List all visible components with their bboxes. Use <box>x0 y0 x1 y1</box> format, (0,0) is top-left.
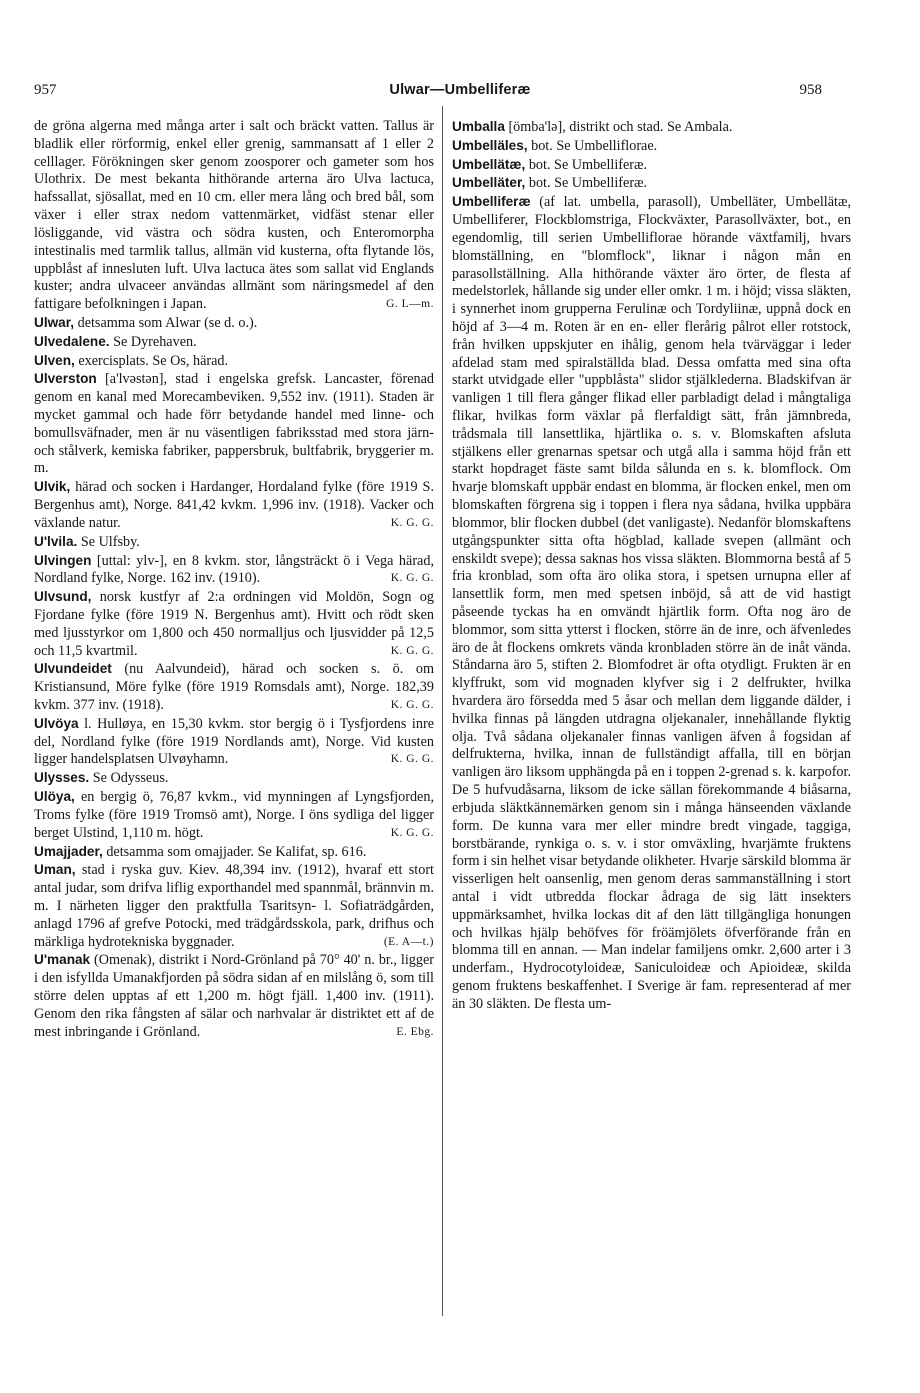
dictionary-entry <box>34 478 434 532</box>
entry-headword: Uman, <box>34 862 76 878</box>
entry-text: l. Hulløya, en 15,30 kvkm. stor bergig ö i Tysfjordens inre del, Nordland fylke (före 1919 Nordlands amt), Norge. Vid kusten ligger handelsplatsen Ulvøyhamn. <box>34 715 434 768</box>
entry-headword: Umbelläter, <box>452 175 526 191</box>
dictionary-entry <box>452 118 851 137</box>
author-signature: K. G. G. <box>390 644 434 657</box>
entry-text: stad i ryska guv. Kiev. 48,394 inv. (1912), hvaraf ett stort antal judar, som drifva liflig exporthandel med spannmål, brännvin m. m. I närheten ligger den praktfulla Tsaritsyn- l. Sofiaträdgården, anlagd 1796 af grefve Potocki, med trädgårdsskola, park, drifhus och märkliga hydrotekniska byggnader. <box>34 862 434 950</box>
entry-headword: Umajjader, <box>34 843 103 859</box>
entry-headword: Ulverston <box>34 371 97 387</box>
left-column <box>34 118 434 1041</box>
entry-text: Se Dyrehaven. <box>109 333 197 350</box>
entry-headword: Ulvedalene. <box>34 333 110 349</box>
dictionary-entry <box>452 193 851 1013</box>
entry-text: detsamma som omajjader. Se Kalifat, sp. 616. <box>102 843 367 860</box>
right-column <box>452 118 851 1014</box>
dictionary-entry <box>34 314 434 333</box>
entry-text: bot. Se Umbelliflorae. <box>527 137 658 154</box>
dictionary-entry <box>34 370 434 478</box>
entry-text: bot. Se Umbelliferæ. <box>525 175 648 192</box>
column-divider <box>442 106 443 1316</box>
entry-text: Se Odysseus. <box>89 770 169 787</box>
entry-headword: Ulvik, <box>34 479 71 495</box>
dictionary-entry <box>34 552 434 589</box>
entry-text: [ömba'lə], distrikt och stad. Se Ambala. <box>504 119 733 135</box>
entry-text: detsamma som Alwar (se d. o.). <box>74 314 258 331</box>
dictionary-entry <box>34 588 434 660</box>
entry-text: [uttal: ylv-], en 8 kvkm. stor, långsträckt ö i Vega härad, Nordland fylke, Norge. 162 inv. (1910). <box>34 552 434 587</box>
entry-headword: Ulvöya <box>34 715 79 731</box>
author-signature: E. Ebg. <box>396 1025 434 1038</box>
dictionary-entry <box>34 951 434 1041</box>
dictionary-entry <box>34 118 434 314</box>
author-signature: K. G. G. <box>390 699 434 711</box>
entry-text: en bergig ö, 76,87 kvkm., vid mynningen af Lyngsfjorden, Troms fylke (före 1919 Tromsö amt), Norge. I öns sydliga del ligger berget Ulstind, 1,110 m. högt. <box>34 789 434 841</box>
dictionary-entry <box>34 861 434 951</box>
author-signature: (E. A—t.) <box>383 935 434 948</box>
entry-text: Se Ulfsby. <box>77 533 140 550</box>
page-number-left: 957 <box>34 82 57 98</box>
dictionary-entry <box>34 788 434 842</box>
dictionary-entry <box>34 715 434 769</box>
dictionary-entry <box>452 137 851 156</box>
entry-text: de gröna algerna med många arter i salt och bräckt vatten. Tallus är bladlik eller rörformig, enkel eller grenig, sammansatt af 1 eller 2 celllager. Förökningen sker genom zoosporer och gameter som hos Ulothrix. De mest bekanta hithörande arterna äro Ulva lactuca, hafssallat, sjösallat, med en 10 cm. eller mera lång och bred bål, som växer i eller strax nedom vattenmärket, vidfäst stenar eller lösliggande, vid västra och södra kusten, och Enteromorpha intestinalis med tarmlik tallus, allmän vid kusterna, ofta flytande lös, uppblåst af innesluten luft. Ulva lactuca ätes som sallat vid Englands kuster; andra ulvaceer användas allmänt som näringsmedel af den fattigare befolkningen i Japan. <box>34 118 434 313</box>
entry-headword: Umbellätæ, <box>452 156 526 172</box>
dictionary-entry <box>34 533 434 552</box>
author-signature: G. L—m. <box>386 298 434 311</box>
entry-text: härad och socken i Hardanger, Hordaland fylke (före 1919 S. Bergenhus amt), Norge. 841,42 kvkm. 1,996 inv. (1918). Vacker och växlande natur. <box>34 479 434 531</box>
dictionary-entry <box>34 333 434 352</box>
dictionary-entry <box>34 769 434 788</box>
author-signature: K. G. G. <box>390 753 434 766</box>
author-signature: K. G. G. <box>390 826 434 839</box>
entry-headword: Ulvsund, <box>34 589 92 605</box>
entry-text: (nu Aalvundeid), härad och socken s. ö. om Kristiansund, Möre fylke (före 1919 Romsdals amt), Norge. 182,39 kvkm. 377 inv. (1918). <box>34 661 434 713</box>
entry-headword: Umbelliferæ <box>452 194 531 210</box>
page-number-right: 958 <box>799 82 822 98</box>
author-signature: K. G. G. <box>390 572 434 585</box>
entry-headword: Ulöya, <box>34 789 75 805</box>
entry-text: bot. Se Umbelliferæ. <box>525 156 648 173</box>
entry-headword: Umbelläles, <box>452 137 528 153</box>
entry-headword: U'lvila. <box>34 533 78 549</box>
dictionary-entry <box>34 352 434 371</box>
entry-headword: Ulysses. <box>34 770 90 786</box>
entry-headword: Ulvundeidet <box>34 661 112 677</box>
entry-headword: Ulven, <box>34 352 75 368</box>
entry-text: (Omenak), distrikt i Nord-Grönland på 70° 40' n. br., ligger i den isfyllda Umanakfjorden på södra sidan af en milslång ö, som till större delen upptas af ett 1,200 m. högt fjäll. 1,400 inv. (1911). Genom den rika fångsten af sälar och narhvalar är distriktet ett af de mest inbringande i Grönland. <box>34 952 434 1040</box>
dictionary-entry <box>452 174 851 193</box>
entry-text: norsk kustfyr af 2:a ordningen vid Moldön, Sogn og Fjordane fylke (före 1919 N. Bergenhus amt). Hvitt och rödt sken med ljusstyrkor om 1,800 och 450 normalljus och ljusvidder på 12,5 och 11,5 kvartmil. <box>34 589 434 659</box>
dictionary-entry <box>34 843 434 862</box>
entry-headword: U'manak <box>34 952 91 968</box>
entry-text: exercisplats. Se Os, härad. <box>74 352 229 369</box>
dictionary-entry <box>452 156 851 175</box>
entry-text: [a'lvəstən], stad i engelska grefsk. Lancaster, förenad genom en kanal med Morecambeviken. 9,552 inv. (1911). Staden är mycket gammal och hade förr betydande handel med linne- och bomullsväfnader, men är nu väsentligen fabriksstad med stora järn- och stålverk, kemiska fabriker, pappersbruk, bultfabrik, bryggerier m. m. <box>34 371 434 477</box>
entry-headword: Umballa <box>452 119 505 134</box>
running-head: Ulwar—Umbelliferæ <box>389 82 531 98</box>
entry-headword: Ulwar, <box>34 314 75 330</box>
author-signature: K. G. G. <box>390 516 434 529</box>
entry-text: (af lat. umbella, parasoll), Umbelläter, Umbellätæ, Umbelliferer, Flockblomstriga, Flockväxter, Parasollväxter, bot., en egendomlig, till serien Umbelliflorae hörande växtfamilj, hvars blomställning, en "blomflock", liknar i någon mån en parasollställning. Alla hithörande växter äro örter, de flesta af medelstorlek, hållande sig under eller omkr. 1 m. i höjd; vissa släkten, i synnerhet inom grupperna Ferulinæ och Tordyliinæ, uppnå dock en höjd af 3—4 m. Roten är en en- eller flerårig pålrot eller rotstock, från hvilken uppskjuter en ihålig, genom hela tvärväggar i leder afdelad stam med spiralställda blad. Dessa omfatta med sina ofta starkt utvidgade eller "uppblåsta" slidor stjälklederna. Bladskifvan är vanligen 1 till flera gånger flikad eller parbladigt delad i mångtaliga flikar, hvilkas form växlar på flerfaldigt sätt, från jämnbreda, trådsmala till lansettlika, hjärtlika o. s. v. Blomskaften afsluta stjälkens eller grenarnas spetsar och utgå alla i samma höjd från ett starkt hopdraget fäste samt bilda sålunda en s. k. blomflock. Om hvarje blomskaft uppbär endast en blomma, är flocken enkel, men om blomskaften förgrena sig i toppen i flera nya sådana, hvilka uppbära blommor, blir flocken dubbel (det vanligaste). Nedanför blomskaftens utgångspunkter sitta ofta högblad, kallade svepen (allmänt och enskildt svepe); dessa saknas hos vissa släkten. Blommorna bestå af 5 fria kronblad, som ofta äro olika stora, i spetsen urnupna eller af lansettlik form, men med spetsen inböjd, så att de vid hastigt påseende tyckas ha en omvändt hjärtlik form. Ofta nog äro de blommor, som sitta ytterst i flocken, större än de inre, och äfvenledes äro de åt flockens omkrets vända kronbladen större än de inåt vända. Ståndarna äro 5, stiften 2. Blomfodret är ofta otydligt. Frukten är en klyffrukt, som vid mognaden klyfver sig i 2 delfrukter, hvilka hvardera äro försedda med 5 åsar och mellan dem liggande dälder, i hvilka finnas på längden utdragna oljekanaler, innehållande flyktig olja. Två sådana oljekanaler finnas vanligen äfven å fogsidan af delfrukterna, hvilka, innan de fullständigt affalla, till en början vanligen äro liksom upphängda på en i toppen 2-grenad s. k. karpofor. De 5 hufvudåsarna, liksom de icke sällan förekommande 4 biåsarna, erbjuda släktkännemärken genom sin i många hänseenden växlande form. De kunna vara mer eller mindre bredt vingade, taggiga, borstbärande, rynkiga o. s. v. i stor omväxling, hvarjämte fruktens form i sin helhet visar betydande olikheter. Hvarje särskild blomma är visserligen helt oansenlig, men genom deras sammanställning i stort antal i vidt utbredda flockar ådraga de sig lätt insekters uppmärksamhet, hvilka lockas dit af den lätt tillgängliga honungen och hvilkas hjälp behöfves för fröämjölets öfverförande från en blomma till en annan. — Man indelar familjens omkr. 2,600 arter i 3 underfam., Hydrocotyloideæ, Saniculoideæ och Apioideæ, skilda genom fruktens beskaffenhet. I Sverige är fam. representerad af mer än 30 släkten. De flesta um- <box>452 194 851 1012</box>
entry-headword: Ulvingen <box>34 552 92 568</box>
dictionary-entry <box>34 660 434 714</box>
